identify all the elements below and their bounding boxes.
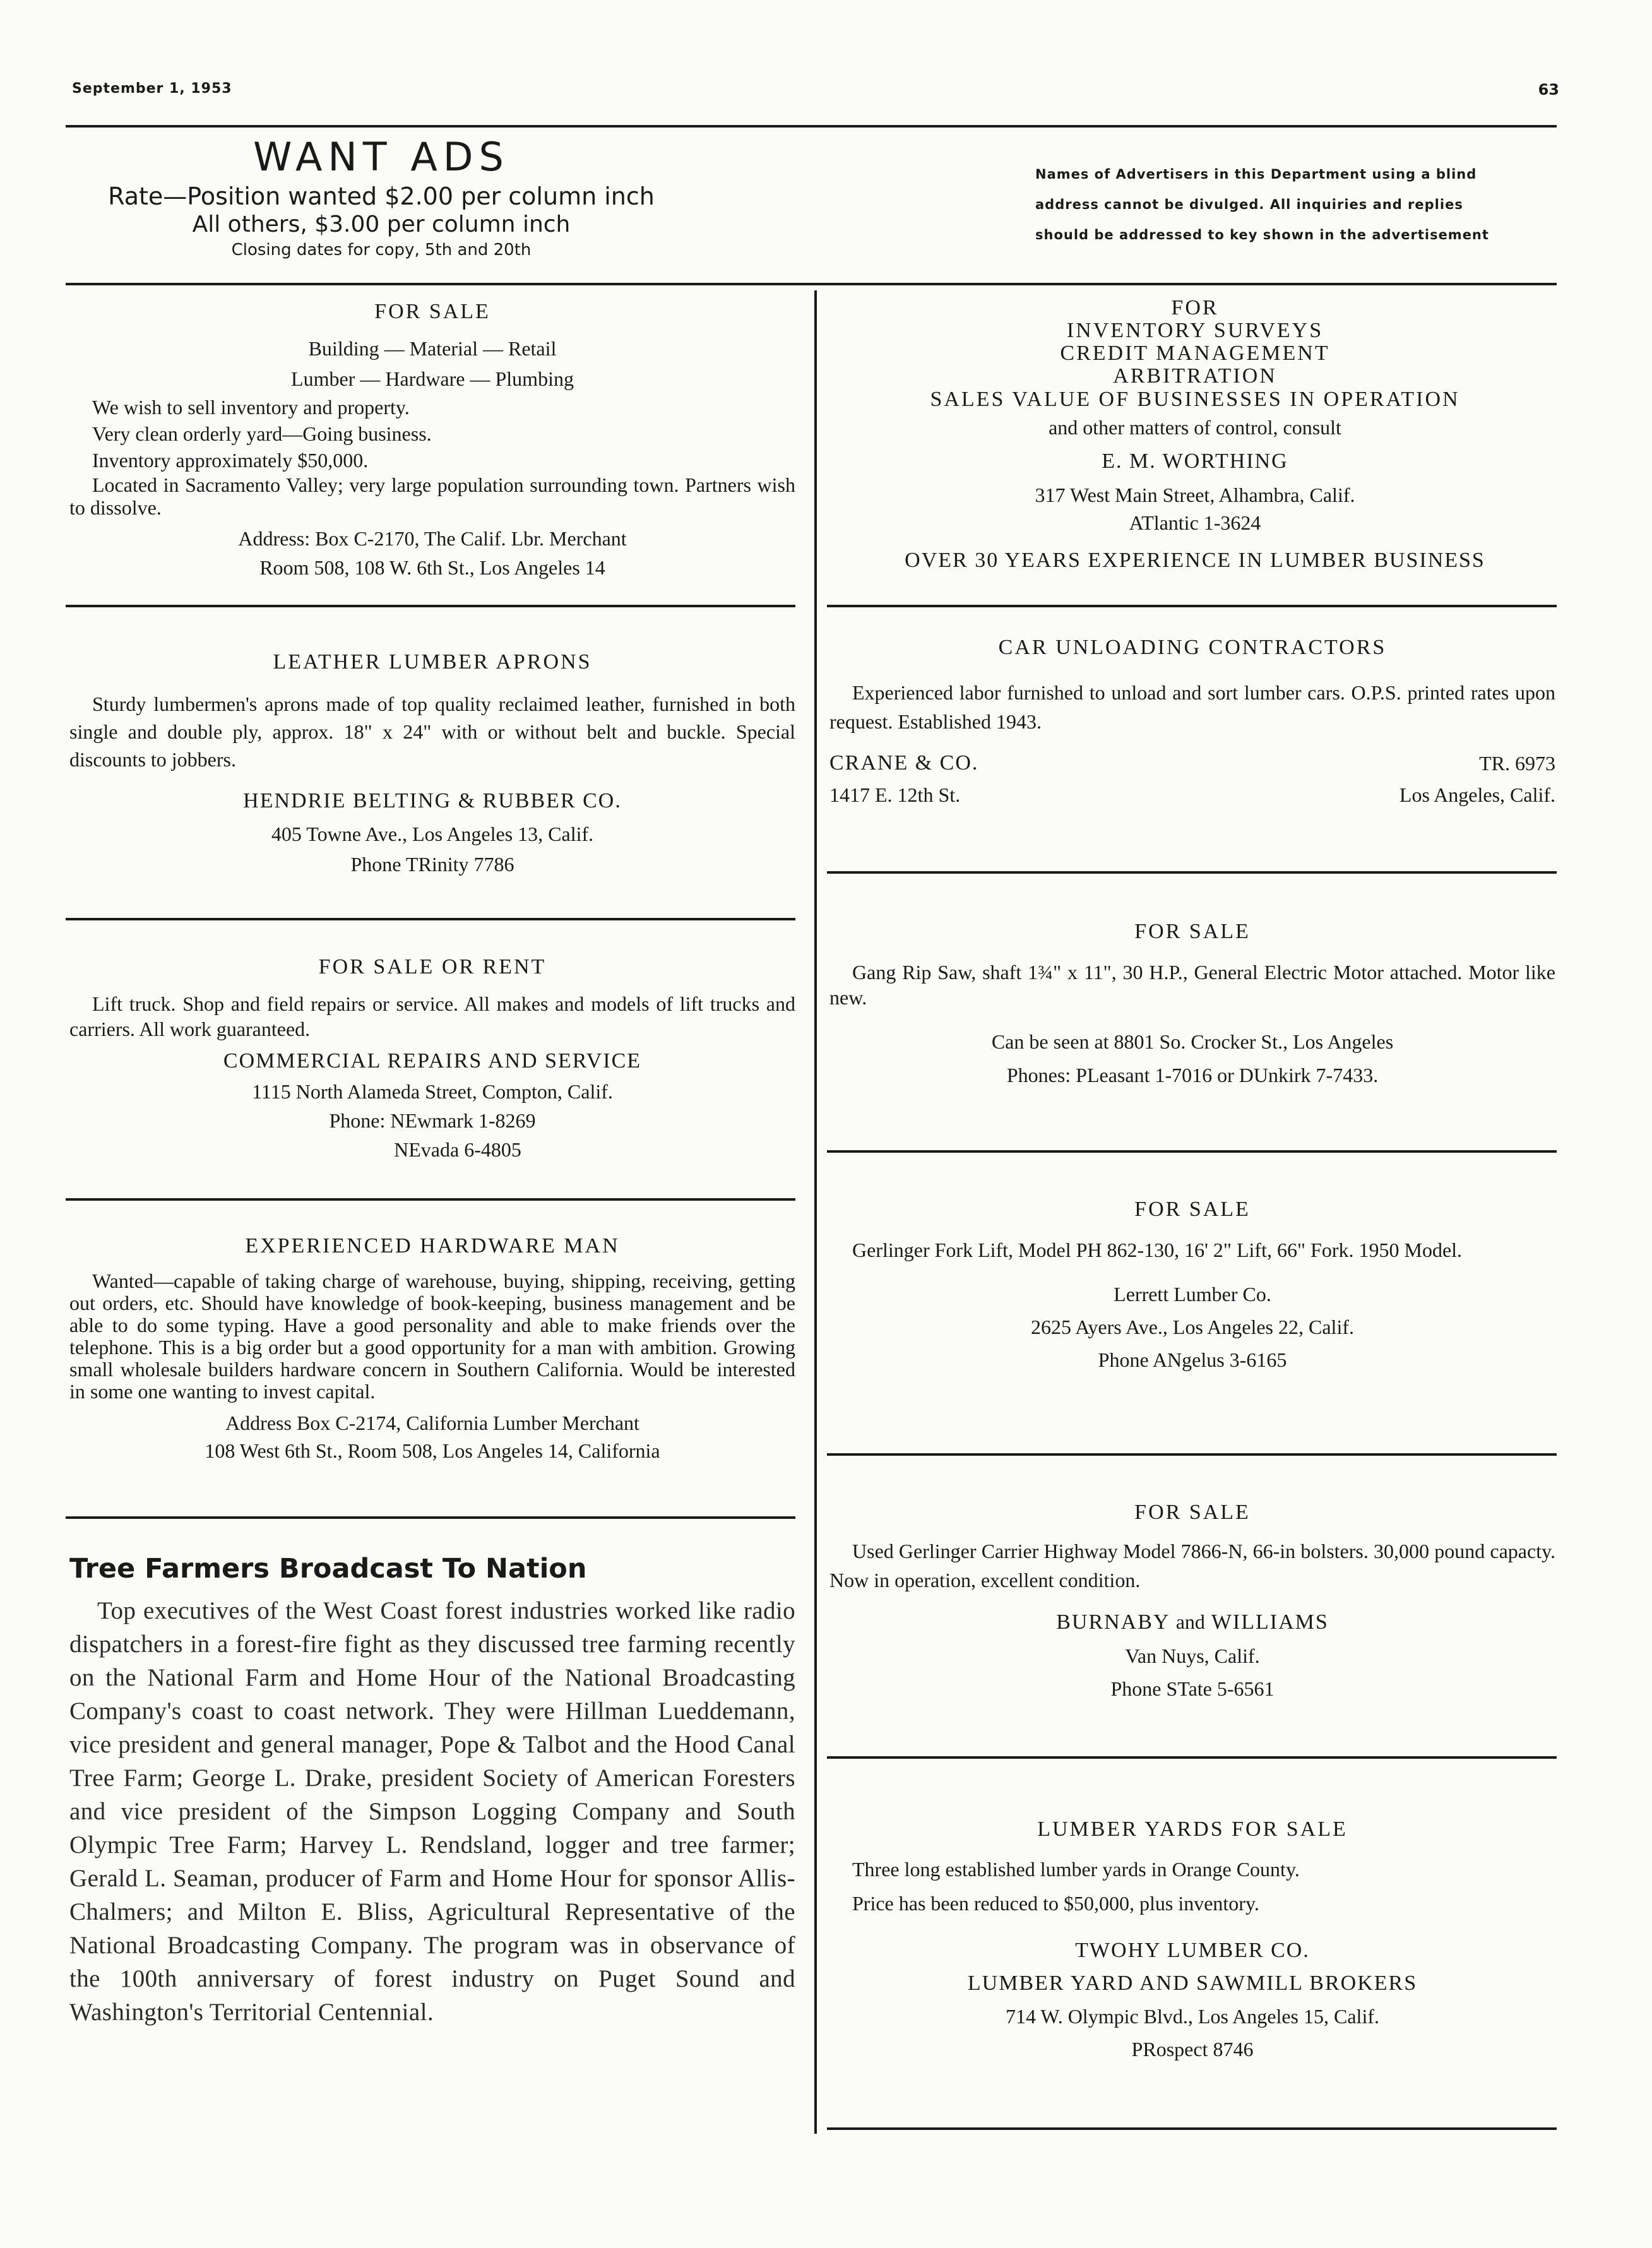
ad-phones: Phones: PLeasant 1-7016 or DUnkirk 7-7433.	[1006, 1064, 1379, 1086]
ad-gerlinger-carrier	[829, 1496, 1555, 1705]
column-divider	[814, 290, 817, 2134]
ad-heading: FOR SALE OR RENT	[318, 955, 547, 978]
company-phone: ATlantic 1-3624	[1129, 511, 1261, 534]
company-address: 714 W. Olympic Blvd., Los Angeles 15, Calif.	[1006, 2005, 1379, 2028]
blind-address-notice	[1035, 159, 1559, 250]
ad-address: Room 508, 108 W. 6th St., Los Angeles 14	[259, 556, 605, 579]
ad-body: Lift truck. Shop and field repairs or service. All makes and models of lift trucks and carriers. All work guaranteed.	[69, 992, 795, 1040]
ad-body-line: Price has been reduced to $50,000, plus inventory.	[852, 1892, 1259, 1915]
rate-line-2: All others, $3.00 per column inch	[192, 211, 571, 237]
company-name	[829, 1605, 1555, 1639]
ad-body-line: Inventory approximately $50,000.	[92, 449, 369, 472]
ad-line: and other matters of control, consult	[1049, 416, 1341, 439]
company-name: E. M. WORTHING	[1102, 449, 1288, 473]
ad-heading: FOR SALE	[374, 300, 490, 323]
company-name: COMMERCIAL REPAIRS AND SERVICE	[223, 1049, 642, 1073]
company-address: 405 Towne Ave., Los Angeles 13, Calif.	[271, 823, 594, 845]
ad-leather-aprons	[69, 647, 795, 879]
ad-divider	[66, 1198, 795, 1201]
ad-body: Used Gerlinger Carrier Highway Model 7866-N, 66-in bolsters. 30,000 pound capacty. Now in operation, excellent condition.	[829, 1540, 1555, 1591]
article-body: Top executives of the West Coast forest industries worked like radio dispatchers in a forest-fire fight as they discussed tree farming recently on the National Farm and Home Hour of the National Broadcasting Company's coast to coast network. They were Hillman Lueddemann, vice president and general manager, Pope & Talbot and the Hood Canal Tree Farm; George L. Drake, president Society of American Foresters and vice president of the Simpson Logging Company and South Olympic Tree Farm; Harvey L. Rendsland, logger and tree farmer; Gerald L. Seaman, producer of Farm and Home Hour for sponsor Allis-Chalmers; and Milton E. Bliss, Agricultural Representative of the National Broadcasting Company. The program was in observance of the 100th anniversary of forest industry on Puget Sound and Washington's Territorial Centennial.	[69, 1597, 795, 2026]
company-name-part: BURNABY	[1056, 1610, 1170, 1634]
page-number: 63	[1538, 81, 1559, 98]
ad-divider	[66, 918, 795, 920]
ad-heading: FOR SALE	[1134, 1198, 1251, 1221]
ad-heading: CAR UNLOADING CONTRACTORS	[998, 636, 1387, 659]
company-address: 317 West Main Street, Alhambra, Calif.	[1035, 484, 1355, 506]
ad-heading: FOR SALE	[1134, 1501, 1251, 1524]
ad-tagline: OVER 30 YEARS EXPERIENCE IN LUMBER BUSINESS	[905, 549, 1485, 572]
ad-body: Located in Sacramento Valley; very large population surrounding town. Partners wish to dissolve.	[69, 473, 795, 519]
ad-heading: LUMBER YARDS FOR SALE	[1037, 1817, 1348, 1841]
ad-divider	[827, 871, 1557, 874]
company-phone: NEvada 6-4805	[394, 1138, 521, 1161]
ad-heading: FOR SALE	[1134, 920, 1251, 943]
company-name-part: WILLIAMS	[1211, 1610, 1329, 1634]
company-phone: TR. 6973	[1479, 752, 1555, 775]
ad-divider	[827, 605, 1557, 607]
ad-line: Lumber — Hardware — Plumbing	[291, 367, 574, 390]
company-name-and: and	[1175, 1610, 1205, 1633]
article	[69, 1550, 795, 2029]
service-line: INVENTORY SURVEYS	[1066, 319, 1324, 342]
rate-line-1: Rate—Position wanted $2.00 per column inch	[108, 182, 655, 210]
header-date: September 1, 1953	[72, 81, 232, 97]
ad-location: Can be seen at 8801 So. Crocker St., Los Angeles	[991, 1030, 1394, 1053]
contact-row	[829, 747, 1555, 779]
ad-divider	[827, 1150, 1557, 1153]
ad-body: Gang Rip Saw, shaft 1¾" x 11", 30 H.P., General Electric Motor attached. Motor like new.	[829, 961, 1555, 1009]
ad-body-line: Very clean orderly yard—Going business.	[92, 422, 432, 445]
company-phone: Phone ANgelus 3-6165	[1098, 1348, 1287, 1371]
company-phone: Phone TRinity 7786	[350, 853, 514, 876]
closing-dates: Closing dates for copy, 5th and 20th	[231, 241, 532, 259]
ad-fork-lift	[829, 1193, 1555, 1376]
ad-heading: EXPERIENCED HARDWARE MAN	[245, 1234, 620, 1258]
company-subtitle: LUMBER YARD AND SAWMILL BROKERS	[967, 1971, 1418, 1995]
ad-body: Gerlinger Fork Lift, Model PH 862-130, 16' 2" Lift, 66" Fork. 1950 Model.	[852, 1239, 1463, 1261]
service-line: SALES VALUE OF BUSINESSES IN OPERATION	[930, 388, 1460, 411]
company-name: Lerrett Lumber Co.	[1114, 1283, 1271, 1305]
ad-heading: FOR	[1171, 296, 1219, 319]
ad-for-sale-building	[69, 297, 795, 582]
ad-lumber-yards	[829, 1813, 1555, 2066]
notice-line-2: address cannot be divulged. All inquiries and replies	[1035, 197, 1463, 212]
ad-worthing	[833, 297, 1557, 576]
company-street: 1417 E. 12th St.	[829, 783, 961, 806]
company-address: 1115 North Alameda Street, Compton, Calif.	[252, 1080, 613, 1103]
company-name: CRANE & CO.	[829, 751, 979, 775]
ad-body: Wanted—capable of taking charge of warehouse, buying, shipping, receiving, getting out orders, etc. Should have knowledge of book-keeping, business management and be able to do some typing. Have a good personality and able to make friends over the telephone. This is a big order but a good opportunity for a man with ambition. Growing small wholesale builders hardware concern in Southern California. Would be interested in some one wanting to invest capital.	[69, 1270, 795, 1403]
ad-divider	[827, 2127, 1557, 2130]
ad-address: Address Box C-2174, California Lumber Merchant	[225, 1412, 639, 1434]
notice-line-3: should be addressed to key shown in the advertisement	[1035, 227, 1489, 242]
ad-body: Sturdy lumbermen's aprons made of top quality reclaimed leather, furnished in both single and double ply, approx. 18" x 24" with or without belt and buckle. Special discounts to jobbers.	[69, 693, 795, 771]
company-address: 2625 Ayers Ave., Los Angeles 22, Calif.	[1031, 1316, 1354, 1338]
ad-address: Address: Box C-2170, The Calif. Lbr. Merchant	[238, 527, 627, 550]
company-phone: PRospect 8746	[1131, 2038, 1254, 2061]
ad-body-line: We wish to sell inventory and property.	[92, 396, 410, 419]
ad-body: Experienced labor furnished to unload and sort lumber cars. O.P.S. printed rates upon request. Established 1943.	[829, 681, 1555, 733]
company-phone: Phone STate 5-6561	[1110, 1677, 1275, 1700]
ad-gang-rip-saw	[829, 915, 1555, 1092]
ad-body-line: Three long established lumber yards in Orange County.	[852, 1858, 1300, 1881]
want-ads-title: WANT ADS	[253, 134, 509, 180]
ad-heading: LEATHER LUMBER APRONS	[273, 650, 592, 674]
service-line: CREDIT MANAGEMENT	[1060, 342, 1330, 365]
ad-for-sale-or-rent	[69, 952, 795, 1164]
article-title: Tree Farmers Broadcast To Nation	[69, 1553, 587, 1585]
ad-address: 108 West 6th St., Room 508, Los Angeles 14, California	[205, 1439, 660, 1462]
company-name: HENDRIE BELTING & RUBBER CO.	[243, 789, 622, 812]
ad-car-unloading	[829, 631, 1555, 811]
masthead	[66, 133, 697, 261]
masthead-rule	[66, 283, 1557, 285]
company-name: TWOHY LUMBER CO.	[1075, 1939, 1310, 1962]
ad-divider	[66, 1516, 795, 1519]
ad-divider	[66, 605, 795, 607]
company-phone: Phone: NEwmark 1-8269	[329, 1109, 536, 1132]
ad-line: Building — Material — Retail	[308, 337, 557, 360]
notice-line-1: Names of Advertisers in this Department using a blind	[1035, 167, 1477, 182]
contact-row	[829, 779, 1555, 811]
company-city: Van Nuys, Calif.	[1125, 1644, 1260, 1667]
ad-divider	[827, 1453, 1557, 1456]
ad-hardware-man	[69, 1231, 795, 1465]
company-city: Los Angeles, Calif.	[1399, 783, 1555, 806]
ad-divider	[827, 1756, 1557, 1759]
service-line: ARBITRATION	[1113, 364, 1277, 388]
header-rule	[66, 125, 1557, 128]
